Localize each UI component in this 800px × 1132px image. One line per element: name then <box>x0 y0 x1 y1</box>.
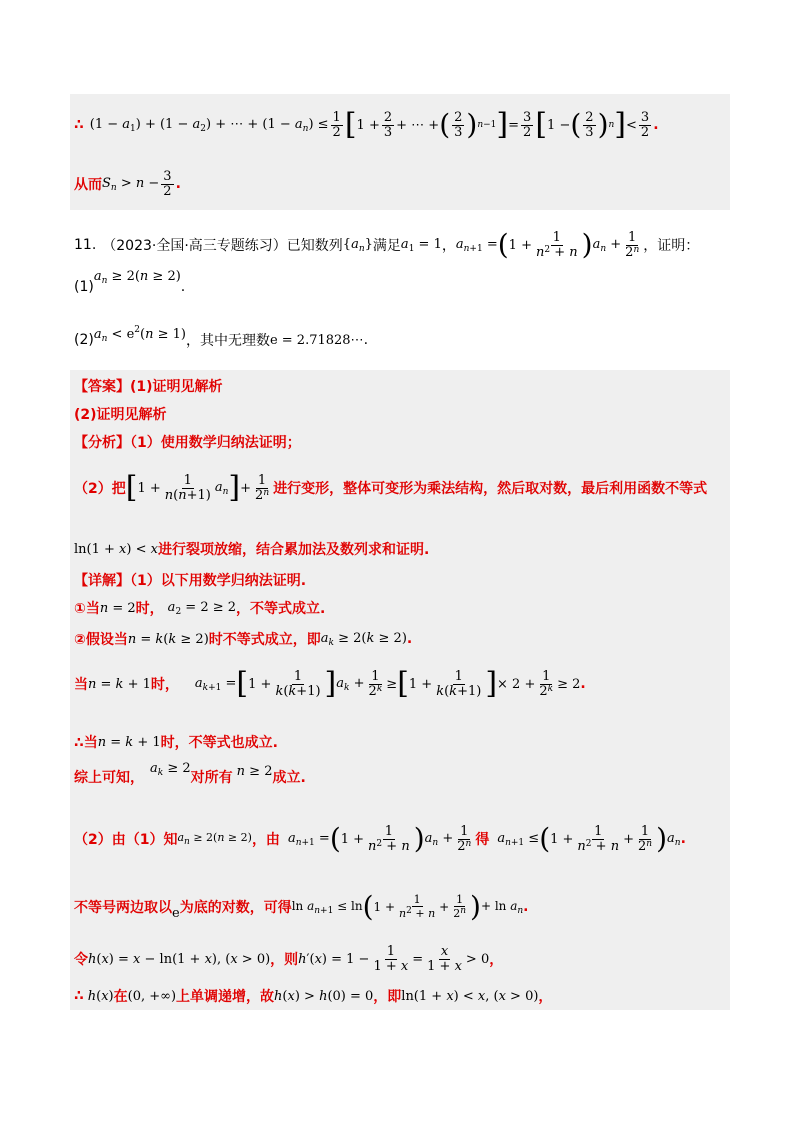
monotonic-line: ∴ h(x) 在 (0, +∞) 上单调递增，故 h(x) > h(0) = 0 ，即 ln(1 + x) < x, (x > 0) ， <box>74 988 553 1005</box>
answer-line1: 【答案】(1)证明见解析 <box>74 379 223 395</box>
h-definition-line: 令 h(x) = x − ln(1 + x), (x > 0) ，则 h′(x) = 1 − $\frac{1}{1 + x}$ = $\frac{x}{1 + x}$ > 0 ， <box>74 943 504 974</box>
analysis-line3: ln(1 + x) < x 进行裂项放缩，结合累加法及数列求和证明. <box>74 541 430 558</box>
therefore-symbol: ∴ <box>74 117 84 133</box>
problem-part1: (1) $a_n \ge 2(n \ge 2)$ . <box>74 268 186 295</box>
top-conclusion: 从而 $S_n > n$ − $\frac{3}{2}$ . <box>74 168 181 199</box>
detail-line6: 综上可知， $a_k \ge 2$ 对所有 n ≥ 2 成立. <box>74 760 306 786</box>
analysis-line2: （2）把 [ 1 + $\frac{1}{n(n+1)}$ $a_n$ ] + $\frac{1}{2^n}$ 进行变形，整体可变形为乘法结构，然后取对数，最后利用函数不等式 <box>74 470 708 505</box>
detail-line1: 【详解】（1）以下用数学归纳法证明. <box>74 573 307 589</box>
log-line: 不等号两边取以 e 为底的对数，可得 $\ln a_{n+1} \le \ln$ ( 1 + $\frac{1}{n^2 + n}$ + $\frac{1}{2^n}$ ) + $\ln a_n$ . <box>74 890 529 923</box>
top-inequality: ∴ $(1 - a_1) + (1 - a_2)$ + ⋯ + $(1 - a_n)$ ≤ $\frac{1}{2}$ [ 1 + $\frac{2}{3}$ + ⋯ + ( $\frac{2}{3}$ ) n−1 ] = $\frac{3}{2}$ [ 1 − ( $\frac{2}{3}$ ) n ] < $\frac{3}{2}$ . <box>74 107 659 142</box>
answer-line2: (2)证明见解析 <box>74 407 167 423</box>
detail-line4: 当 n = k + 1 时， $a_{k+1}$ = [ 1 + $\frac{1}{k(k+1)}$ ] $a_k$ + $\frac{1}{2^k}$ ≥ [ 1 + $\frac{1}{k(k+1)}$ ] × 2 + $\frac{1}{2^k}$ ≥ 2 . <box>74 666 586 701</box>
problem-statement: 11. （2023·全国·高三专题练习）已知数列 $\{a_n\}$ 满足 $a_1 = 1$ ， $a_{n+1}$ = ( 1 + $\frac{1}{n^2 + n}$ ) $a_n$ + $\frac{1}{2^n}$ ，证明： <box>74 228 700 261</box>
problem-part2: (2) $a_n < e^2(n \ge 1)$ ，其中无理数 e = 2.71828⋯ . <box>74 324 369 349</box>
detail-line3: ②假设当 n = k(k ≥ 2) 时不等式成立，即 $a_k \ge 2(k \ge 2)$ . <box>74 630 413 648</box>
analysis-line1: 【分析】（1）使用数学归纳法证明； <box>74 435 301 451</box>
detail-line2: ①当 n = 2 时， $a_2 = 2 \ge 2$ ，不等式成立. <box>74 599 326 617</box>
part2-line1: （2）由（1）知 $a_n \ge 2(n \ge 2)$ ，由 $a_{n+1}$ = ( 1 + $\frac{1}{n^2 + n}$ ) $a_n$ + $\frac{1}{2^n}$ 得 $a_{n+1}$ ≤ ( 1 + $\frac{1}{n^2 + n}$ + $\frac{1}{2^n}$ ) $a_n$ . <box>74 822 686 855</box>
detail-line5: ∴当 n = k + 1 时，不等式也成立. <box>74 734 278 751</box>
